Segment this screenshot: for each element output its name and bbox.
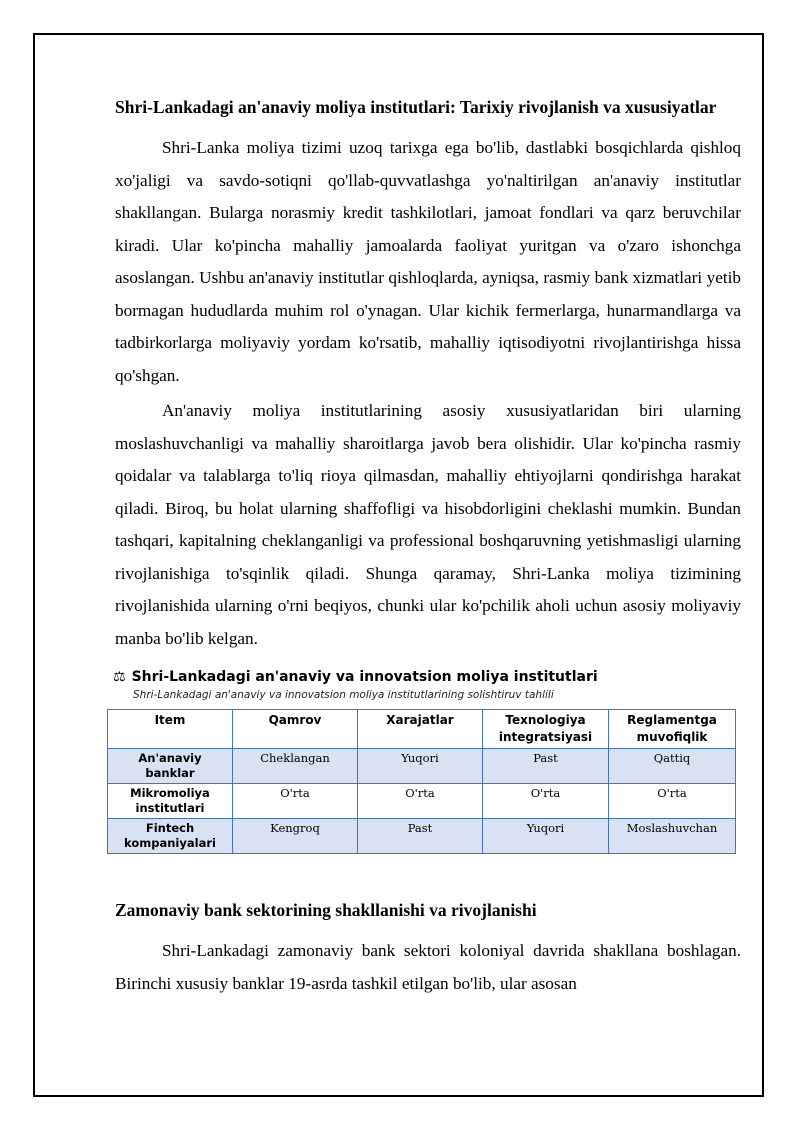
table-cell: O'rta xyxy=(609,784,736,819)
column-header: Item xyxy=(108,710,233,749)
table-cell: O'rta xyxy=(483,784,609,819)
column-header: Reglamentga muvofiqlik xyxy=(609,710,736,749)
table-row xyxy=(108,784,736,819)
column-header: Texnologiya integratsiyasi xyxy=(483,710,609,749)
table-title xyxy=(113,669,741,685)
paragraph: Shri-Lanka moliya tizimi uzoq tarixga ega bo'lib, dastlabki bosqichlarda qishloq xo'jaligi va savdo-sotiqni qo'llab-quvvatlashga yo'naltirilgan an'anaviy institutlar shakllangan. Bularga norasmiy kredit tashkilotlari, jamoat fondlari va qarz beruvchilar kiradi. Ular ko'pincha mahalliy jamoalarda faoliyat yuritgan va o'zaro ishonchga asoslangan. Ushbu an'anaviy institutlar qishloqlarda, ayniqsa, rasmiy bank xizmatlari yetib bormagan hududlarda muhim rol o'ynagan. Ular kichik fermerlarga, hunarmandlarga va tadbirkorlarga moliyaviy yordam ko'rsatib, mahalliy iqtisodiyotni rivojlantirishga hissa qo'shgan. xyxy=(115,138,741,385)
paragraph: Shri-Lankadagi zamonaviy bank sektori koloniyal davrida shakllana boshlagan. Birinchi xususiy banklar 19-asrda tashkil etilgan bo'lib, ular asosan xyxy=(115,941,741,993)
table-cell: O'rta xyxy=(233,784,358,819)
section-title: Shri-Lankadagi an'anaviy moliya institutlari: Tarixiy rivojlanish va xususiyatlar xyxy=(115,97,717,117)
document-body xyxy=(115,95,741,1003)
comparison-table xyxy=(107,709,736,854)
table-subtitle: Shri-Lankadagi an'anaviy va innovatsion moliya institutlarining solishtiruv tahlili xyxy=(133,689,554,701)
column-header: Qamrov xyxy=(233,710,358,749)
paragraph: An'anaviy moliya institutlarining asosiy xususiyatlaridan biri ularning moslashuvchanligi va mahalliy sharoitlarga javob bera olishidir. Ular ko'pincha rasmiy qoidalar va talablarga to'liq rioya qilmasdan, mahalliy ehtiyojlarni qondirishga harakat qiladi. Biroq, bu holat ularning shaffofligi va hisobdorligini cheklashi mumkin. Bundan tashqari, kapitalning cheklanganligi va professional boshqaruvning yetishmasligi ularning rivojlanishiga to'sqinlik qiladi. Shunga qaramay, Shri-Lanka moliya tizimining rivojlanishida ularning o'rni beqiyos, chunki ular ko'pchilik aholi uchun asosiy moliyaviy manba bo'lib kelgan. xyxy=(115,401,741,648)
table-cell: O'rta xyxy=(358,784,483,819)
table-cell: Yuqori xyxy=(483,819,609,854)
section-title: Zamonaviy bank sektorining shakllanishi va rivojlanishi xyxy=(115,900,537,920)
spacer xyxy=(115,854,741,898)
comparison-table-block xyxy=(115,669,741,854)
table-cell: Qattiq xyxy=(609,749,736,784)
row-header: Fintech kompaniyalari xyxy=(108,819,233,854)
table-cell: Kengroq xyxy=(233,819,358,854)
scales-icon: ⚖ xyxy=(113,669,126,685)
table-title-text: Shri-Lankadagi an'anaviy va innovatsion moliya institutlari xyxy=(131,669,598,685)
table-row xyxy=(108,819,736,854)
row-header: An'anaviy banklar xyxy=(108,749,233,784)
table-header-row xyxy=(108,710,736,749)
table-cell: Cheklangan xyxy=(233,749,358,784)
column-header: Xarajatlar xyxy=(358,710,483,749)
table-cell: Past xyxy=(358,819,483,854)
table-row xyxy=(108,749,736,784)
row-header: Mikromoliya institutlari xyxy=(108,784,233,819)
table-cell: Past xyxy=(483,749,609,784)
table-cell: Yuqori xyxy=(358,749,483,784)
table-cell: Moslashuvchan xyxy=(609,819,736,854)
